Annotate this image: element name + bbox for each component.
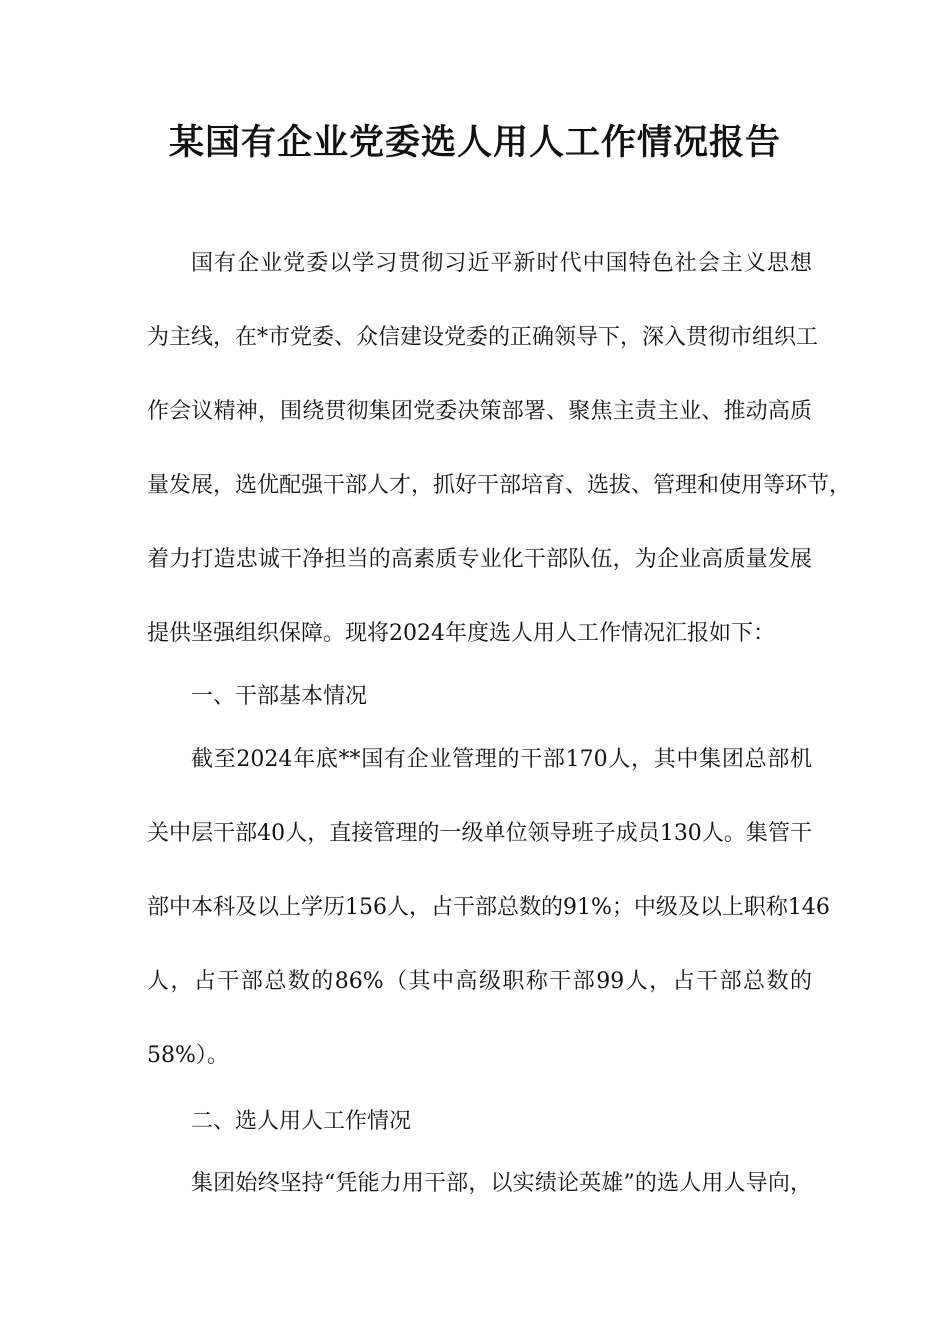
paragraph-line: 人，占干部总数的86%（其中高级职称干部99人，占干部总数的 <box>147 969 812 994</box>
paragraph-line: 集团始终坚持“凭能力用干部，以实绩论英雄”的选人用人导向， <box>191 1171 812 1196</box>
document-title: 某国有企业党委选人用人工作情况报告 <box>168 122 781 163</box>
paragraph-line: 截至2024年底**国有企业管理的干部170人，其中集团总部机 <box>191 747 812 772</box>
paragraph-line: 为主线，在*市党委、众信建设党委的正确领导下，深入贯彻市组织工 <box>147 325 819 350</box>
paragraph-line: 着力打造忠诚干净担当的高素质专业化干部队伍，为企业高质量发展 <box>147 547 812 572</box>
paragraph-line: 量发展，选优配强干部人才，抓好干部培育、选拔、管理和使用等环节， <box>147 473 852 498</box>
paragraph-line: 58%）。 <box>147 1043 229 1068</box>
section-heading: 一、干部基本情况 <box>191 684 368 709</box>
paragraph-line: 部中本科及以上学历156人，占干部总数的91%；中级及以上职称146 <box>147 895 830 920</box>
section-heading: 二、选人用人工作情况 <box>191 1109 412 1134</box>
paragraph-line: 国有企业党委以学习贯彻习近平新时代中国特色社会主义思想 <box>191 251 812 276</box>
paragraph-line: 作会议精神，围绕贯彻集团党委决策部署、聚焦主责主业、推动高质 <box>147 399 812 424</box>
paragraph-line: 关中层干部40人，直接管理的一级单位领导班子成员130人。集管干 <box>147 821 812 846</box>
paragraph-line: 提供坚强组织保障。现将2024年度选人用人工作情况汇报如下： <box>147 621 775 646</box>
